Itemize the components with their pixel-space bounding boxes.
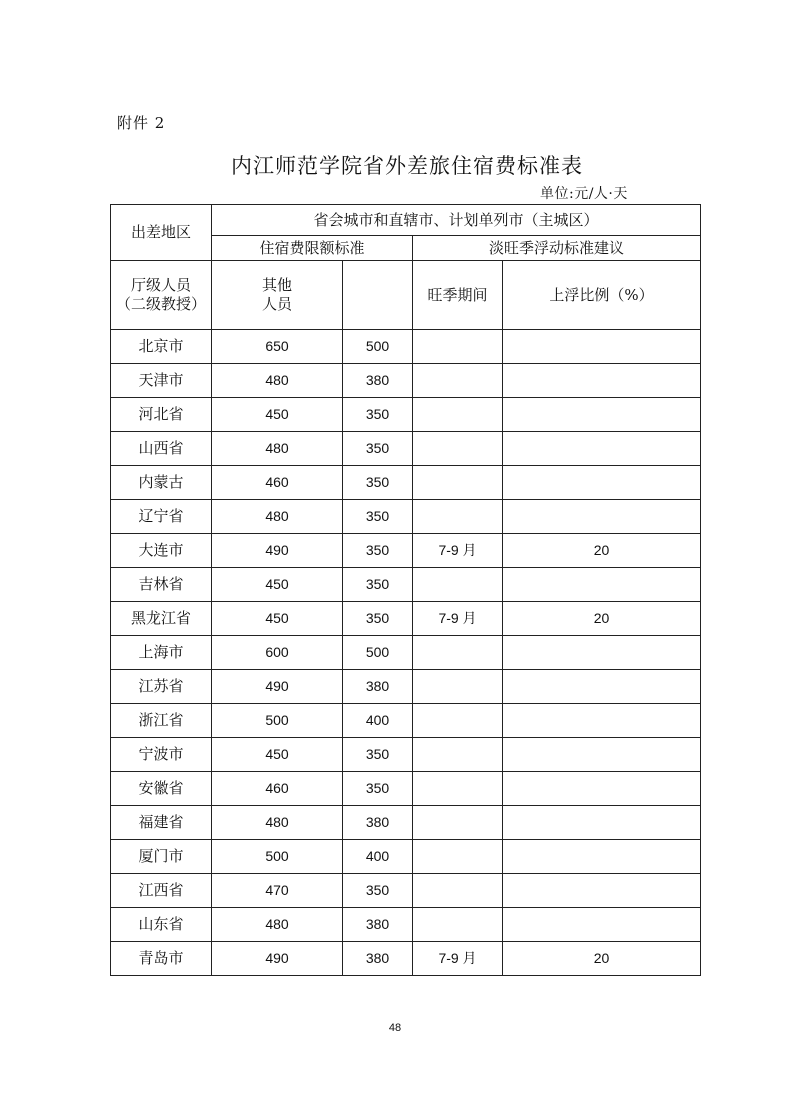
peak-period-cell [413,466,503,500]
peak-period-cell [413,364,503,398]
header-season-group: 淡旺季浮动标准建议 [413,236,701,261]
float-ratio-cell [503,466,701,500]
float-ratio-cell [503,568,701,602]
float-ratio-cell [503,432,701,466]
other-staff-rate-cell: 350 [343,874,413,908]
peak-period-cell [413,704,503,738]
float-ratio-cell [503,330,701,364]
region-cell: 江苏省 [111,670,212,704]
region-cell: 天津市 [111,364,212,398]
region-cell: 山西省 [111,432,212,466]
float-ratio-cell [503,636,701,670]
region-cell: 黑龙江省 [111,602,212,636]
dept-level-rate-cell: 450 [212,568,343,602]
dept-level-rate-cell: 450 [212,398,343,432]
table-row [111,602,701,636]
dept-level-rate-cell: 480 [212,364,343,398]
other-staff-rate-cell: 350 [343,738,413,772]
table-row [111,874,701,908]
peak-period-cell [413,874,503,908]
table-row [111,942,701,976]
other-staff-rate-cell: 380 [343,670,413,704]
other-staff-rate-cell: 500 [343,636,413,670]
header-region: 出差地区 [111,205,212,261]
header-row-1 [111,205,701,236]
float-ratio-cell [503,772,701,806]
peak-period-cell: 7-9 月 [413,942,503,976]
dept-level-rate-cell: 650 [212,330,343,364]
region-cell: 吉林省 [111,568,212,602]
float-ratio-cell [503,874,701,908]
float-ratio-cell [503,840,701,874]
region-cell: 江西省 [111,874,212,908]
table-row [111,908,701,942]
peak-period-cell [413,840,503,874]
peak-period-cell [413,568,503,602]
header-city-group: 省会城市和直辖市、计划单列市（主城区） [212,205,701,236]
peak-period-cell [413,330,503,364]
table-row [111,500,701,534]
region-cell: 浙江省 [111,704,212,738]
dept-level-rate-cell: 460 [212,772,343,806]
region-cell: 山东省 [111,908,212,942]
peak-period-cell [413,908,503,942]
table-row [111,432,701,466]
table-row [111,568,701,602]
dept-level-rate-cell: 480 [212,432,343,466]
table-row [111,772,701,806]
region-cell: 上海市 [111,636,212,670]
float-ratio-cell: 20 [503,602,701,636]
float-ratio-cell [503,364,701,398]
table-row [111,636,701,670]
other-staff-rate-cell: 380 [343,942,413,976]
table-row [111,806,701,840]
other-staff-rate-cell: 400 [343,704,413,738]
dept-level-rate-cell: 490 [212,534,343,568]
other-staff-rate-cell: 350 [343,602,413,636]
document-title: 内江师范学院省外差旅住宿费标准表 [231,154,583,178]
table-row [111,704,701,738]
dept-level-rate-cell: 500 [212,840,343,874]
float-ratio-cell [503,806,701,840]
region-cell: 安徽省 [111,772,212,806]
peak-period-cell [413,806,503,840]
header-other-line2: 人员 [261,295,292,313]
region-cell: 青岛市 [111,942,212,976]
other-staff-rate-cell: 350 [343,398,413,432]
header-other-staff [212,261,343,330]
dept-level-rate-cell: 450 [212,602,343,636]
region-cell: 厦门市 [111,840,212,874]
float-ratio-cell [503,738,701,772]
peak-period-cell [413,636,503,670]
region-cell: 福建省 [111,806,212,840]
other-staff-rate-cell: 380 [343,364,413,398]
table-row [111,738,701,772]
region-cell: 内蒙古 [111,466,212,500]
dept-level-rate-cell: 460 [212,466,343,500]
other-staff-rate-cell: 350 [343,500,413,534]
header-dept-level [111,261,212,330]
table-row [111,330,701,364]
header-float-ratio: 上浮比例（%） [503,261,701,330]
float-ratio-cell: 20 [503,942,701,976]
other-staff-rate-cell: 350 [343,568,413,602]
peak-period-cell [413,670,503,704]
other-staff-rate-cell: 350 [343,534,413,568]
peak-period-cell [413,432,503,466]
float-ratio-cell [503,500,701,534]
table-row [111,364,701,398]
dept-level-rate-cell: 490 [212,670,343,704]
float-ratio-cell [503,908,701,942]
region-cell: 辽宁省 [111,500,212,534]
peak-period-cell: 7-9 月 [413,602,503,636]
dept-level-rate-cell: 600 [212,636,343,670]
float-ratio-cell [503,704,701,738]
dept-level-rate-cell: 490 [212,942,343,976]
other-staff-rate-cell: 350 [343,466,413,500]
region-cell: 宁波市 [111,738,212,772]
table-row [111,670,701,704]
other-staff-rate-cell: 380 [343,908,413,942]
accommodation-standard-table [110,204,701,976]
table-row [111,840,701,874]
table-row [111,398,701,432]
unit-note: 单位:元/人·天 [540,186,628,202]
dept-level-rate-cell: 450 [212,738,343,772]
table-row [111,534,701,568]
dept-level-rate-cell: 480 [212,806,343,840]
page-number: 48 [388,1022,402,1034]
header-dept-level-line2: （二级教授） [115,295,206,313]
region-cell: 大连市 [111,534,212,568]
header-peak-period: 旺季期间 [413,261,503,330]
peak-period-cell [413,738,503,772]
float-ratio-cell [503,670,701,704]
dept-level-rate-cell: 480 [212,908,343,942]
region-cell: 北京市 [111,330,212,364]
header-other-line1: 其他 [261,276,292,294]
header-limit-group: 住宿费限额标准 [212,236,413,261]
header-dept-level-line1: 厅级人员 [130,276,191,294]
dept-level-rate-cell: 480 [212,500,343,534]
dept-level-rate-cell: 470 [212,874,343,908]
float-ratio-cell: 20 [503,534,701,568]
attachment-label: 附件 2 [117,114,166,132]
other-staff-rate-cell: 400 [343,840,413,874]
region-cell: 河北省 [111,398,212,432]
other-staff-rate-cell: 380 [343,806,413,840]
peak-period-cell [413,500,503,534]
peak-period-cell [413,772,503,806]
float-ratio-cell [503,398,701,432]
other-staff-rate-cell: 350 [343,772,413,806]
other-staff-rate-cell: 350 [343,432,413,466]
table-row [111,466,701,500]
peak-period-cell [413,398,503,432]
dept-level-rate-cell: 500 [212,704,343,738]
other-staff-rate-cell: 500 [343,330,413,364]
peak-period-cell: 7-9 月 [413,534,503,568]
